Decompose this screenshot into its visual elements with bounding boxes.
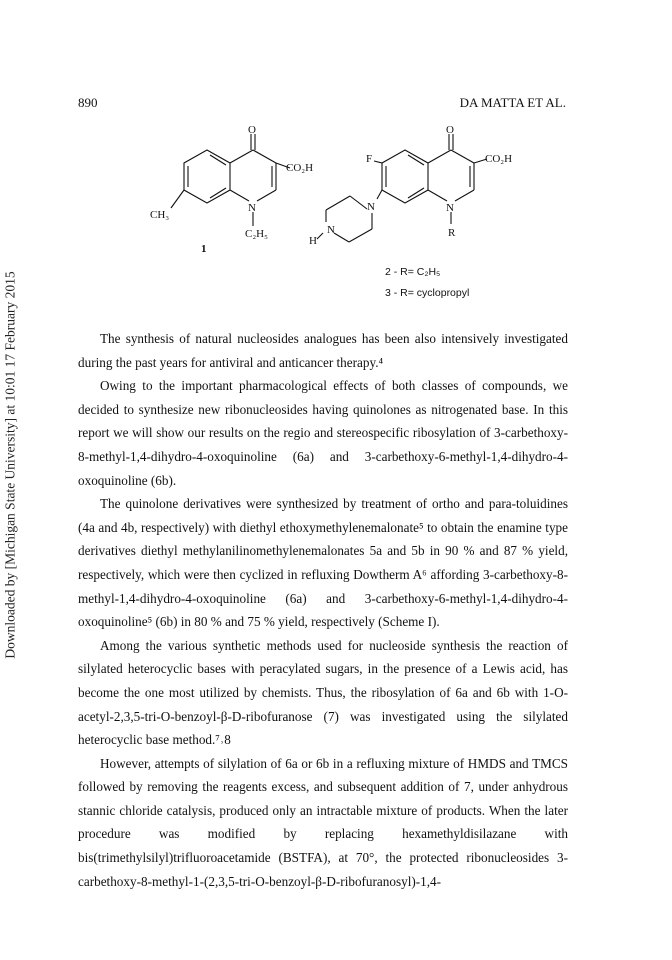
- page-number: 890: [78, 95, 98, 110]
- s2-carboxyl: CO₂H: [485, 153, 513, 165]
- s1-ethyl: C₂H₅: [245, 228, 268, 240]
- body-text: [78, 327, 568, 893]
- paragraph: However, attempts of silylation of 6a or 6b in a refluxing mixture of HMDS and TMCS followed by removing the reagents excess, and subsequent addition of 7, under anhydrous stannic chloride catalysis, produced only an intractable mixture of products. When the later procedure was modified by replacing hexamethyldisilazane with bis(trimethylsilyl)trifluoroacetamide (BSTFA), at 70°, the protected ribonucleosides 3-carbethoxy-8-methyl-1-(2,3,5-tri-O-benzoyl-β-D-ribofuranosyl)-1,4-: [78, 755, 568, 889]
- paragraph: The synthesis of natural nucleosides analogues has been also intensively investigated during the past years for antiviral and anticancer therapy.⁴: [78, 331, 568, 370]
- s2-piperazine-nitrogen: N: [367, 201, 375, 213]
- s1-nitrogen: N: [248, 202, 256, 214]
- s2-nh-nitrogen: N: [327, 224, 335, 236]
- s2-fluorine: F: [366, 153, 373, 165]
- chemical-structures: [0, 0, 672, 320]
- paragraph: The quinolone derivatives were synthesized by treatment of ortho and para-toluidines (4a and 4b, respectively) with diethyl ethoxymethylenemalonate⁵ to obtain the enamine type derivatives diethyl methylanilinomethylenemalonates 5a and 5b in 90 % and 87 % yield, respectively, which were then cyclized in refluxing Dowtherm A⁶ affording 3-carbethoxy-8-methyl-1,4-dihydro-4-oxoquinoline (6a) and 3-carbethoxy-6-methyl-1,4-dihydro-4-oxoquinoline⁵ (6b) in 80 % and 75 % yield, respectively (Scheme I).: [78, 496, 568, 630]
- s2-ring-nitrogen: N: [446, 202, 454, 214]
- s1-compound-label: 1: [201, 243, 207, 255]
- download-watermark-text: Downloaded by [Michigan State University] at 10:01 17 February 2015: [3, 271, 18, 659]
- s2-hydrogen: H: [309, 235, 317, 247]
- paragraph: Among the various synthetic methods used for nucleoside synthesis the reaction of silylated heterocyclic bases with peracylated sugars, in the presence of a Lewis acid, has become the one most utilized by chemists. Thus, the ribosylation of 6a and 6b with 1-O-acetyl-2,3,5-tri-O-benzoyl-β-D-ribofuranose (7) was investigated using the silylated heterocyclic base method.⁷˒8: [78, 637, 568, 748]
- s2-r-group: R: [448, 227, 456, 239]
- s1-carboxyl: CO₂H: [286, 162, 314, 174]
- running-head: DA MATTA ET AL.: [459, 95, 566, 110]
- compound-2-caption: 2 - R= C₂H₅: [385, 266, 441, 278]
- s1-methyl: CH₃: [150, 209, 170, 221]
- paragraph: Owing to the important pharmacological effects of both classes of compounds, we decided to synthesize new ribonucleosides having quinolones as nitrogenated base. In this report we will show our results on the regio and stereospecific ribosylation of 3-carbethoxy-8-methyl-1,4-dihydro-4-oxoquinoline (6a) and 3-carbethoxy-6-methyl-1,4-dihydro-4-oxoquinoline (6b).: [78, 378, 568, 488]
- s1-oxygen: O: [248, 124, 256, 136]
- structure-2-bonds: [317, 134, 487, 242]
- compound-3-caption: 3 - R= cyclopropyl: [385, 287, 470, 299]
- structure-1-bonds: [171, 134, 290, 226]
- s2-oxygen: O: [446, 124, 454, 136]
